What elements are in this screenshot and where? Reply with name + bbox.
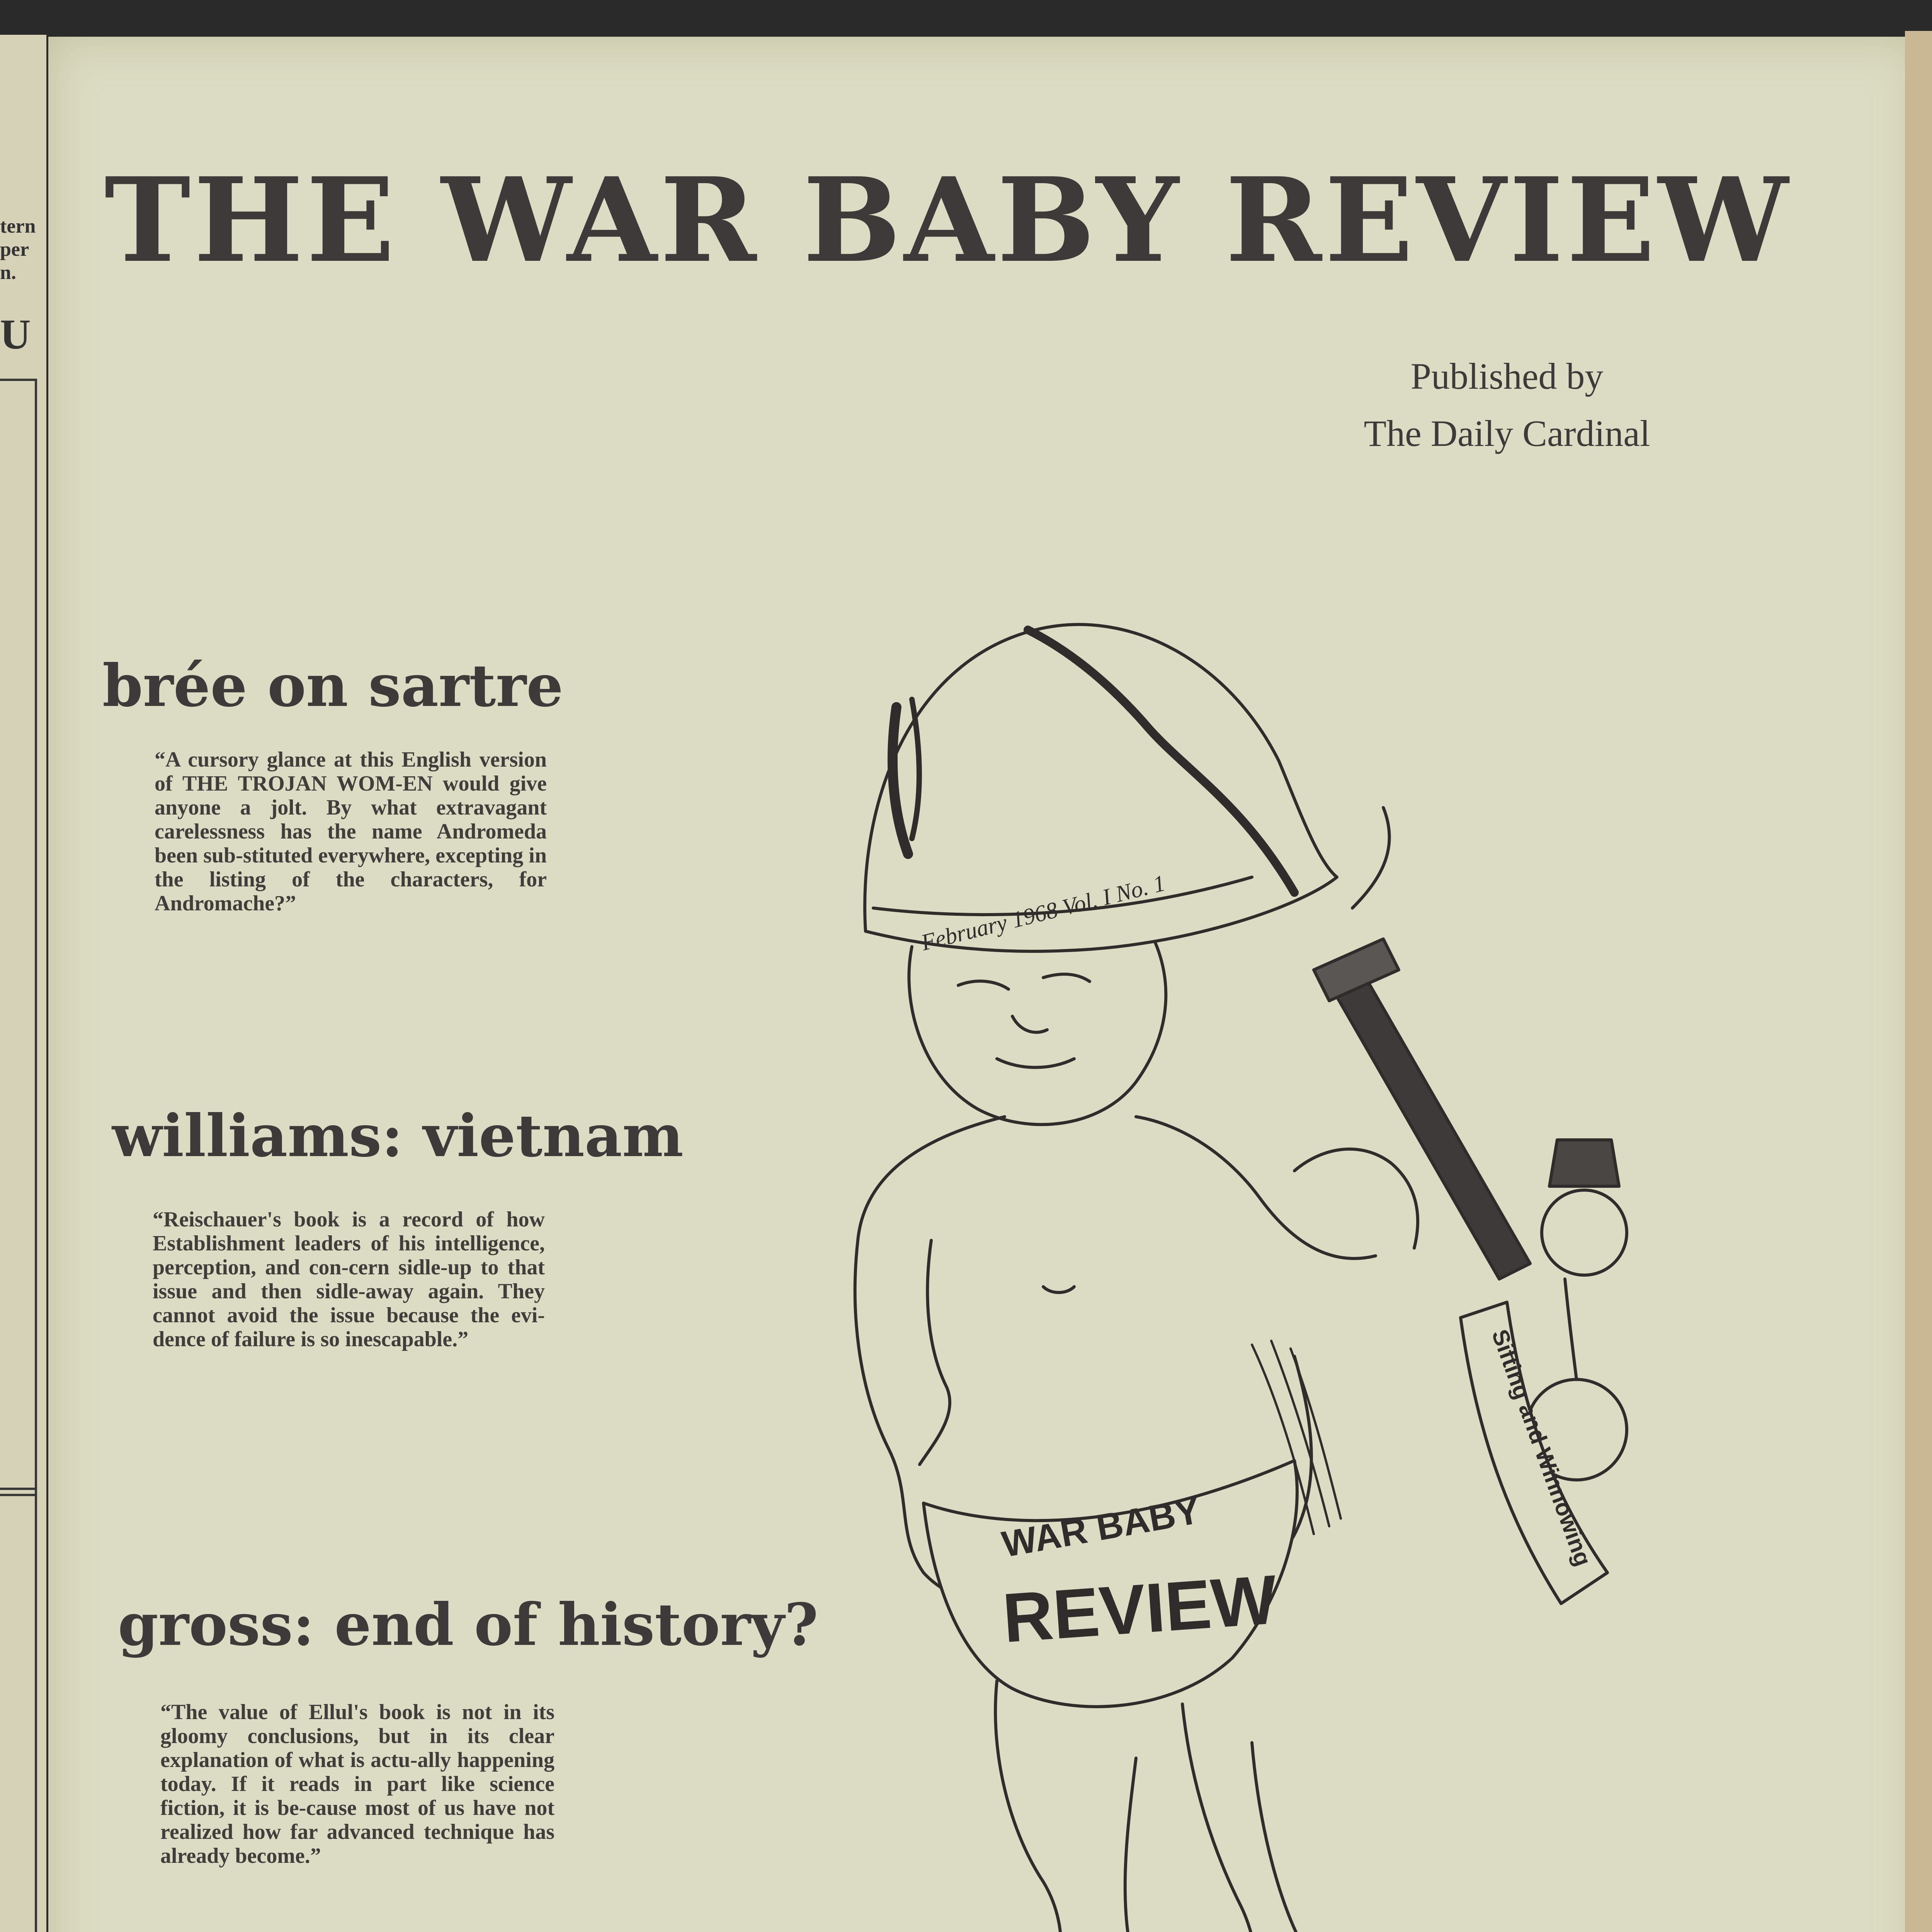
section-title: williams: vietnam [112, 1102, 684, 1170]
section-quote: “A cursory glance at this English version of THE TROJAN WOM-EN would give anyone a jolt. By what extravagant carelessness has the name Andromeda been sub-stituted everywhere, excepting in the listing of the characters, for Andromache?” [155, 748, 547, 915]
war-baby-illustration [796, 560, 1700, 1932]
helmet-inscription: February 1968 Vol. I No. 1 [918, 870, 1168, 956]
publisher-credit [1275, 348, 1739, 462]
ribbon-text: Sifting and Winnowing [1486, 1326, 1597, 1570]
publisher-line: Published by [1410, 355, 1604, 397]
section-title: brée on sartre [102, 652, 563, 720]
diaper-top-text: WAR BABY [999, 1490, 1203, 1565]
baby-leg [1182, 1704, 1439, 1932]
adjacent-page-strip [0, 35, 46, 1932]
section-quote: “The value of Ellul's book is not in its gloomy conclusions, but in its clear explanation of what is actu-ally happening today. If it reads in part like science fiction, it is be-cause most of us have not realized how far advanced technique has already become.” [160, 1700, 554, 1868]
strip-fragment: U [0, 311, 31, 358]
section-quote: “Reischauer's book is a record of how Establishment leaders of his intelligence, perception, and con-cern sidle-up to that issue and then sidle-away again. They cannot avoid the issue because the evi-dence of failure is so inescapable.” [153, 1208, 545, 1351]
masthead-title: THE WAR BABY REVIEW [104, 152, 1791, 288]
strip-fragment: per [0, 238, 29, 260]
section-title: gross: end of history? [118, 1591, 818, 1659]
hanging-head [1542, 1190, 1627, 1275]
diaper-main-text: REVIEW [1000, 1560, 1280, 1657]
strip-fragment: tern [0, 215, 36, 237]
baby-leg [995, 1681, 1136, 1932]
strip-rule-box [0, 1488, 37, 1932]
strip-rule-box [0, 379, 37, 1496]
strip-fragment: n. [0, 262, 16, 284]
baby-arm [1294, 1149, 1418, 1248]
hammer-handle [1337, 981, 1530, 1279]
publisher-name: The Daily Cardinal [1364, 413, 1650, 454]
page-edge [1905, 31, 1932, 1932]
